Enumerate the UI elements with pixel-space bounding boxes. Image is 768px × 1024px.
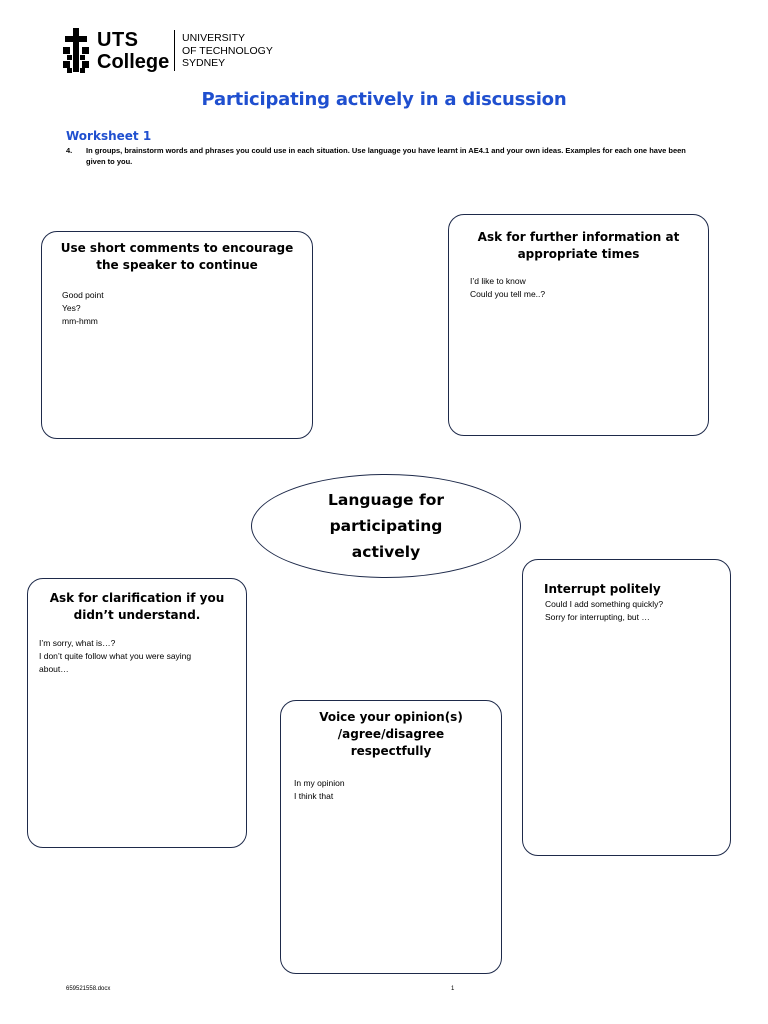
example-line: I’m sorry, what is…? (39, 638, 116, 648)
box-encourage (41, 231, 313, 439)
logo-college-text: College (97, 51, 170, 73)
example-line: I don’t quite follow what you were saying (39, 651, 192, 661)
box-encourage-examples (62, 289, 312, 328)
university-name (182, 32, 273, 70)
page-title: Participating actively in a discussion (201, 89, 567, 110)
box-further-info-title: Ask for further information at appropriate times (477, 230, 680, 261)
example-line: Sorry for interrupting, but … (545, 612, 650, 622)
example-line: I’d like to know (470, 276, 526, 286)
example-line: about… (39, 664, 69, 674)
university-line-3: SYDNEY (182, 57, 226, 69)
box-clarification-examples (39, 637, 246, 676)
worksheet-label: Worksheet 1 (66, 129, 152, 143)
center-ellipse-text: Language for participating actively (327, 491, 444, 561)
logo-uts-text: UTS (97, 29, 139, 51)
box-opinion (280, 700, 502, 974)
box-interrupt-title: Interrupt politely (544, 582, 661, 596)
example-line: I think that (294, 791, 334, 801)
example-line: Good point (62, 290, 104, 300)
box-clarification-title: Ask for clarification if you didn’t understand. (49, 591, 225, 622)
box-opinion-title: Voice your opinion(s) /agree/disagree respectfully (319, 710, 463, 758)
instruction-text: In groups, brainstorm words and phrases you could use in each situation. Use language you have learnt in AE4.1 and your own ideas. Examples for each one have been given to you. (86, 146, 686, 166)
instruction-number: 4. (66, 146, 73, 155)
example-line: Could you tell me..? (470, 289, 546, 299)
example-line: Could I add something quickly? (545, 599, 664, 609)
example-line: mm-hmm (62, 316, 98, 326)
example-line: Yes? (62, 303, 81, 313)
example-line: In my opinion (294, 778, 345, 788)
university-line-1: UNIVERSITY (182, 32, 246, 44)
logo-divider (174, 30, 175, 71)
uts-logo-icon (62, 28, 90, 74)
box-clarification (27, 578, 247, 848)
box-interrupt (522, 559, 731, 856)
box-encourage-title: Use short comments to encourage the speaker to continue (60, 241, 294, 272)
footer-filename: 659521558.docx (66, 986, 111, 992)
footer-page-number: 1 (451, 986, 455, 992)
university-line-2: OF TECHNOLOGY (182, 44, 273, 57)
box-further-info-examples (470, 275, 708, 301)
box-opinion-examples (294, 777, 501, 803)
box-further-info (448, 214, 709, 436)
center-ellipse (251, 474, 521, 578)
box-interrupt-examples (545, 598, 730, 624)
